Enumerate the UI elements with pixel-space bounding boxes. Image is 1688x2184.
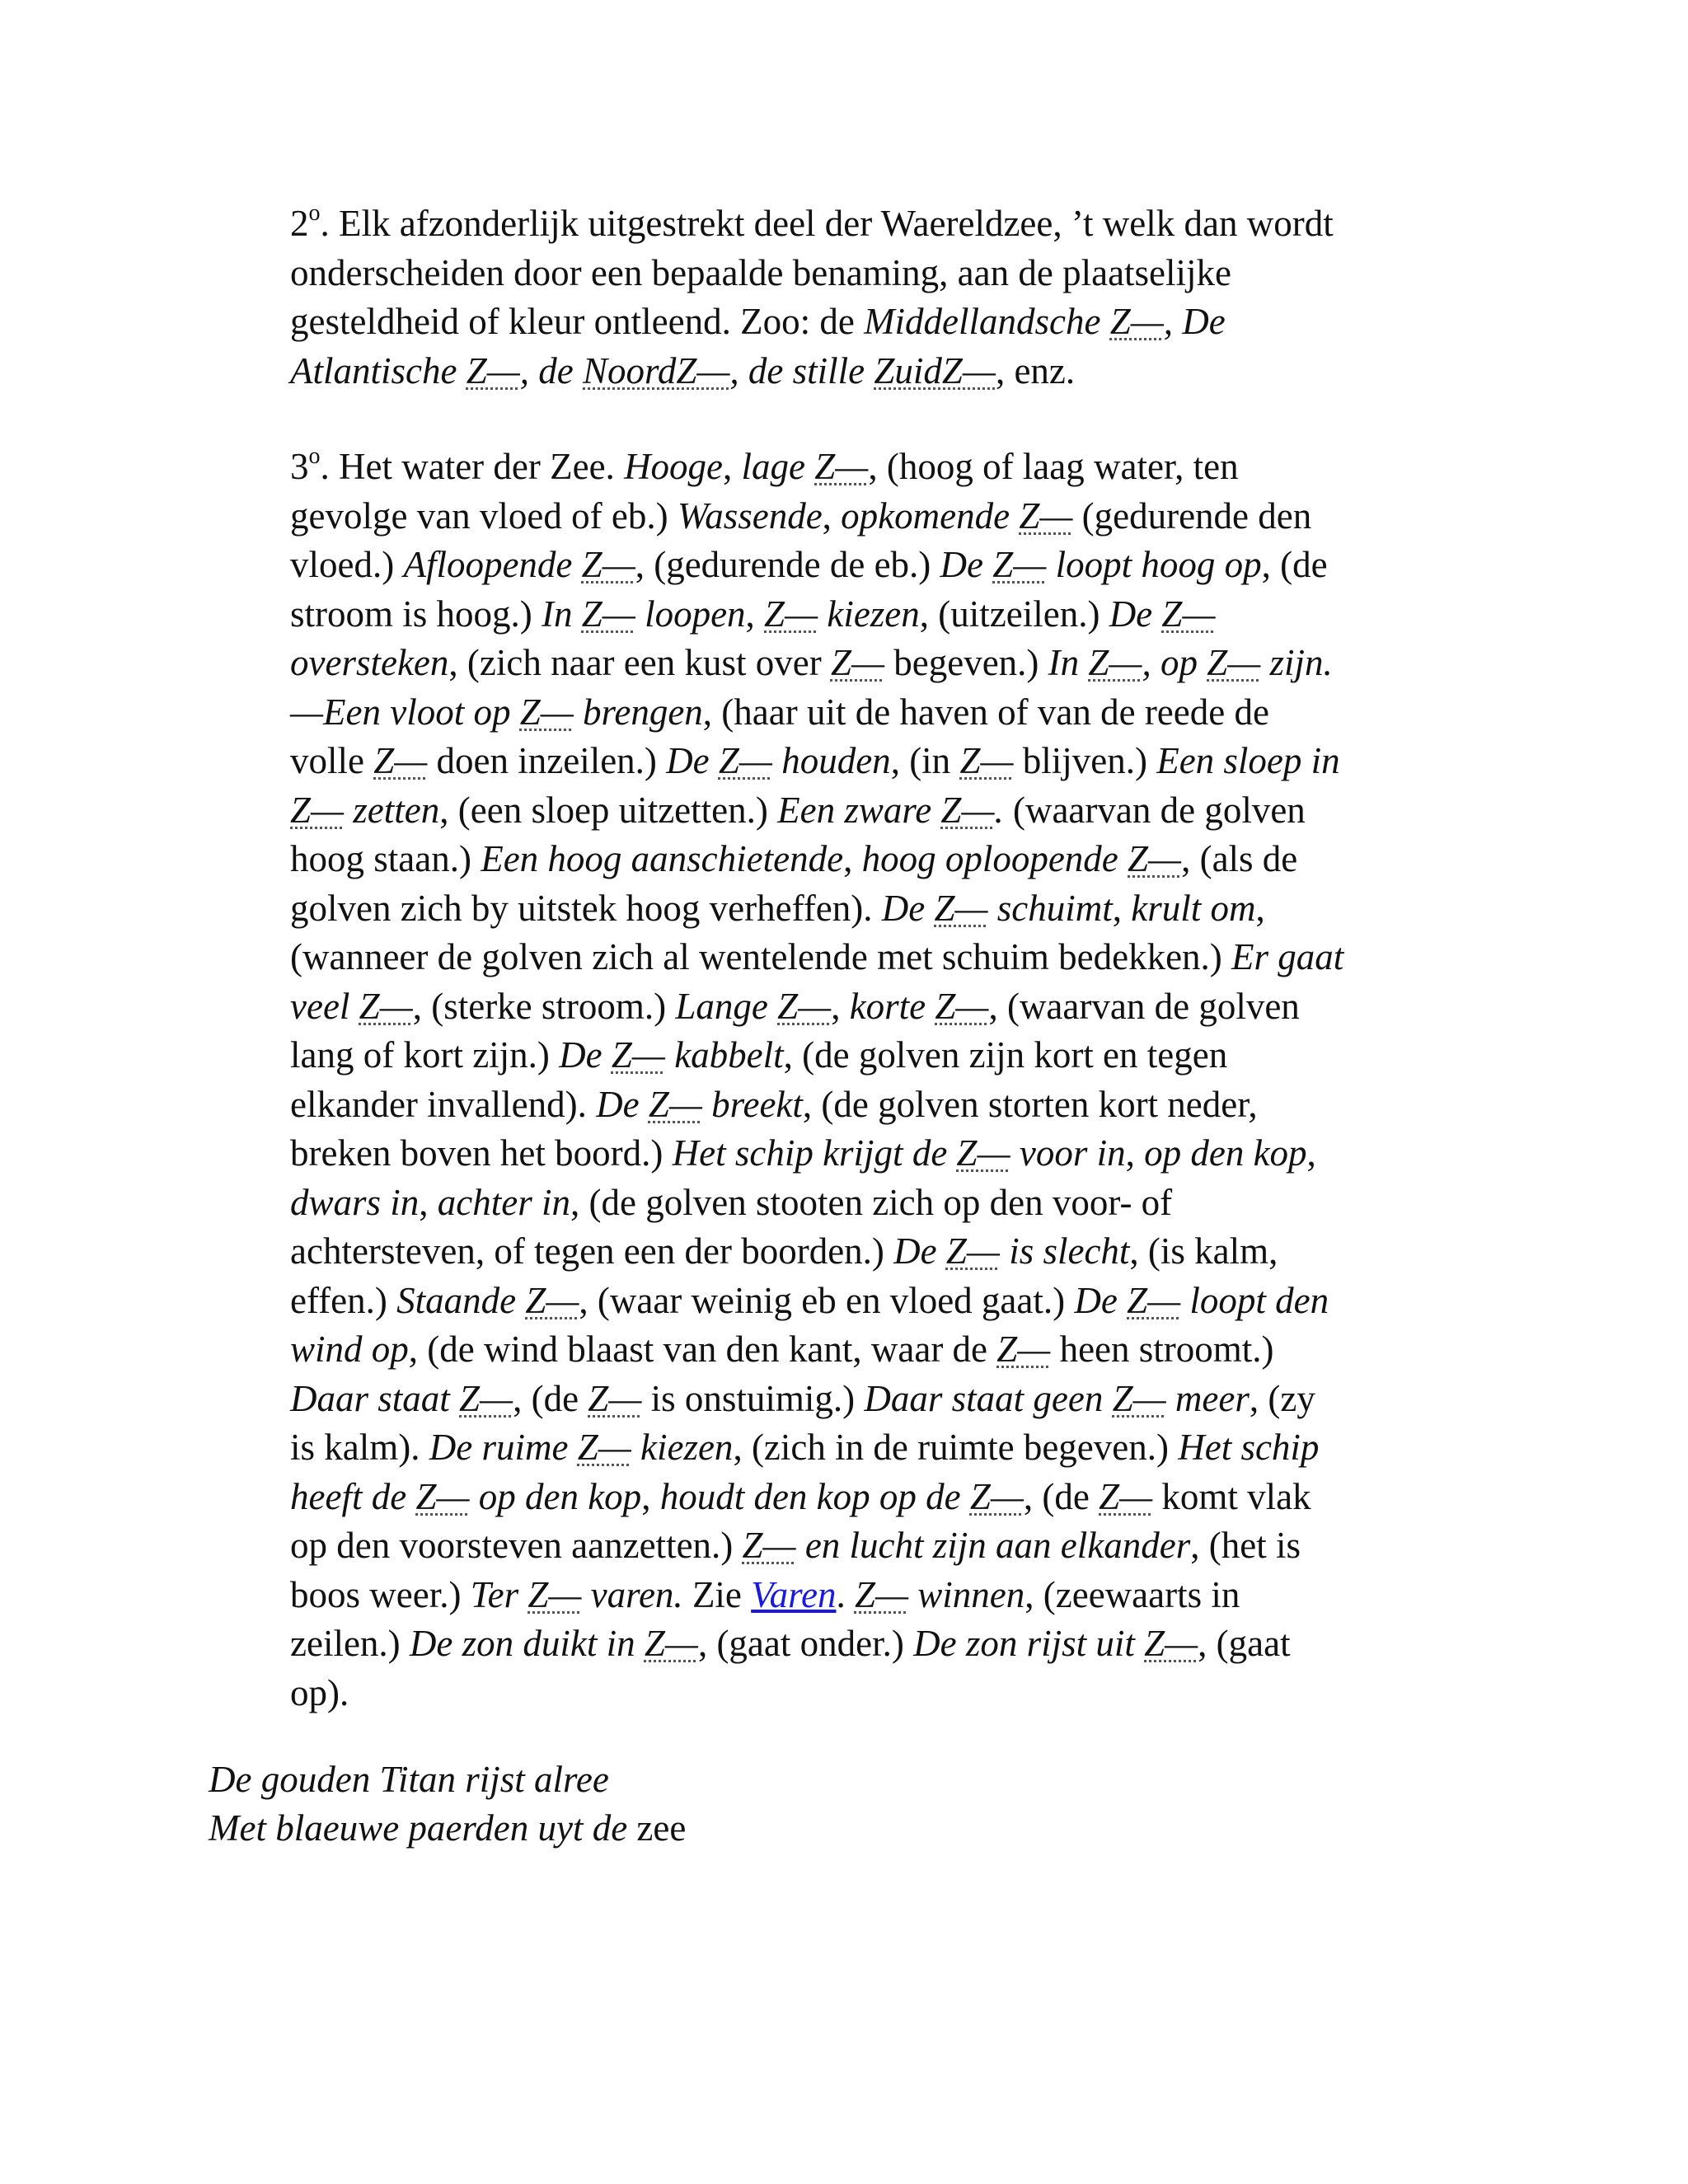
text-segment: In: [1048, 642, 1089, 683]
text-segment: ,: [822, 494, 842, 537]
text-segment: ,: [831, 985, 850, 1027]
text-segment: gevolge van vloed of eb.): [290, 494, 678, 537]
abbreviation-mark: Z—: [581, 544, 635, 585]
text-segment: , (een sloep uitzetten.): [439, 789, 778, 831]
text-segment: , (in: [890, 740, 960, 781]
text-segment: .: [836, 1573, 855, 1615]
text-segment: brengen: [573, 691, 703, 733]
abbreviation-mark: Z—: [1207, 642, 1261, 683]
text-segment: (gedurende den: [1072, 494, 1312, 537]
abbreviation-mark: Z—: [959, 740, 1014, 781]
text-segment: In: [542, 593, 582, 635]
text-line: [290, 1325, 1477, 1375]
abbreviation-mark: Z—: [992, 544, 1047, 585]
text-segment: vloed.): [290, 544, 404, 585]
text-segment: , (sterke stroom.): [412, 985, 676, 1027]
text-line: [290, 1179, 1477, 1228]
abbreviation-mark: Z—: [611, 1034, 665, 1076]
abbreviation-mark: Z—: [466, 349, 520, 391]
text-segment: ,: [843, 838, 862, 879]
ordinal-superscript: o: [308, 200, 321, 226]
text-segment: 3: [290, 446, 309, 487]
abbreviation-mark: Z—: [528, 1573, 582, 1615]
abbreviation-mark: Z—: [1144, 1623, 1198, 1664]
text-segment: volle: [290, 740, 374, 781]
text-segment: , (zich in de ruimte begeven.): [733, 1427, 1179, 1468]
text-segment: lang of kort zijn.): [290, 1034, 560, 1076]
abbreviation-mark: Z—: [718, 740, 772, 781]
text-segment: , (gaat onder.): [697, 1623, 914, 1664]
text-segment: Daar staat: [290, 1377, 460, 1419]
abbreviation-mark: Z—: [415, 1475, 470, 1517]
text-segment: , (hoog of laag water, ten: [868, 446, 1239, 487]
text-segment: Er gaat: [1231, 936, 1344, 977]
text-segment: ,: [1306, 1132, 1316, 1174]
abbreviation-mark: Z—: [644, 1623, 698, 1664]
text-line: [290, 1080, 1477, 1130]
text-segment: voor in: [1010, 1132, 1126, 1174]
text-segment: . Het water der Zee.: [320, 446, 625, 487]
text-segment: ,: [723, 446, 742, 487]
text-segment: loopen: [635, 593, 746, 635]
text-segment: —Een vloot op: [290, 691, 520, 733]
text-line: [290, 786, 1477, 836]
text-segment: , (de: [1261, 544, 1328, 585]
abbreviation-mark: Z—: [854, 1573, 909, 1615]
text-line: [290, 1423, 1477, 1473]
abbreviation-mark: Z—: [519, 691, 574, 733]
text-segment: krult om: [1131, 887, 1256, 929]
text-segment: Een sloep in: [1156, 740, 1340, 781]
text-line: [290, 688, 1477, 738]
text-segment: , (de golven storten kort neder,: [802, 1083, 1258, 1125]
text-segment: gesteldheid of kleur ontleend. Zoo: de: [290, 301, 865, 342]
text-segment: wind op: [290, 1329, 409, 1370]
verse-line-2: [209, 1804, 1362, 1853]
abbreviation-mark: Z—: [969, 1475, 1024, 1517]
text-segment: , (is kalm,: [1129, 1230, 1278, 1272]
text-segment: komt vlak: [1152, 1475, 1311, 1517]
paragraph-3-meaning: [290, 443, 1477, 1718]
text-segment: veel: [290, 985, 359, 1027]
abbreviation-mark: Z—: [945, 1230, 1000, 1272]
text-segment: op den kop: [469, 1475, 642, 1517]
text-segment: Staande: [396, 1279, 526, 1321]
text-line: [290, 298, 1477, 347]
text-line: [290, 541, 1477, 590]
text-segment: achtersteven, of tegen een der boorden.): [290, 1230, 894, 1272]
text-segment: blijven.): [1013, 740, 1157, 781]
text-segment: De zon duikt in: [409, 1623, 645, 1664]
abbreviation-mark: Z—: [777, 985, 832, 1027]
text-segment: breekt: [701, 1083, 803, 1125]
text-segment: golven zich by uitstek hoog verheffen).: [290, 887, 882, 929]
abbreviation-mark: Z—: [1099, 1475, 1153, 1517]
text-segment: De: [1109, 593, 1162, 635]
text-segment: , (gaat: [1198, 1623, 1291, 1664]
text-segment: stroom is hoog.): [290, 593, 542, 635]
text-segment: Lange: [675, 985, 778, 1027]
text-segment: winnen: [908, 1573, 1025, 1615]
text-segment: kiezen: [818, 593, 920, 635]
text-segment: elkander invallend).: [290, 1083, 597, 1125]
abbreviation-mark: ZuidZ—: [874, 349, 996, 391]
text-segment: is kalm).: [290, 1427, 429, 1468]
verse-line-1: De gouden Titan rijst alree: [209, 1759, 609, 1800]
text-segment: De: [559, 1034, 612, 1076]
text-segment: lage: [741, 446, 815, 487]
abbreviation-mark: Z—: [290, 789, 345, 831]
text-segment: kabbelt: [664, 1034, 784, 1076]
abbreviation-mark: Z—: [935, 985, 989, 1027]
text-segment: opkomende: [841, 494, 1020, 537]
abbreviation-mark: Z—: [742, 1525, 796, 1566]
text-segment: kiezen: [631, 1427, 734, 1468]
text-segment: Atlantische: [290, 349, 467, 391]
text-segment: , (zich naar een kust over: [448, 642, 831, 683]
text-segment: achter in: [437, 1181, 571, 1223]
text-segment: effen.): [290, 1279, 397, 1321]
text-segment: ,: [745, 593, 765, 635]
abbreviation-mark: Z—: [814, 446, 869, 487]
text-line: [290, 884, 1477, 934]
abbreviation-mark: Z—: [1161, 593, 1216, 635]
text-segment: Hooge: [624, 446, 724, 487]
text-segment: Een zware: [777, 789, 941, 831]
text-segment: houdt den kop op de: [659, 1475, 970, 1517]
abbreviation-mark: Z—: [996, 1329, 1051, 1370]
text-segment: ,: [641, 1475, 660, 1517]
text-segment: De: [666, 740, 719, 781]
text-segment: De: [1074, 1279, 1128, 1321]
text-segment: , op: [1142, 642, 1207, 683]
text-line: [290, 835, 1477, 884]
text-segment: Daar staat geen: [864, 1377, 1113, 1419]
abbreviation-mark: Z—: [956, 1132, 1010, 1174]
text-segment: De: [881, 887, 935, 929]
text-line: [290, 1227, 1477, 1277]
abbreviation-mark: Z—: [934, 887, 988, 929]
text-line: [290, 1619, 1477, 1669]
text-line: [290, 1277, 1477, 1326]
text-segment: , (de: [1023, 1475, 1100, 1517]
text-segment: Ter: [470, 1573, 528, 1615]
text-segment: boos weer.): [290, 1573, 471, 1615]
text-segment: , de stille: [729, 349, 874, 391]
text-line: [290, 1375, 1477, 1424]
text-segment: op den voorsteven aanzetten.): [290, 1525, 743, 1566]
text-line: [290, 492, 1477, 541]
text-segment: ,: [1112, 887, 1132, 929]
abbreviation-mark: NoordZ—: [583, 349, 730, 391]
verse-line-2-upright: zee: [636, 1807, 687, 1849]
text-segment: onderscheiden door een bepaalde benaming, aan de plaatselijke: [290, 251, 1232, 293]
text-segment: , (gedurende de eb.): [635, 544, 940, 585]
text-segment: is onstuimig.): [641, 1377, 865, 1419]
text-segment: breken boven het boord.): [290, 1132, 673, 1174]
text-segment: op den kop: [1144, 1132, 1307, 1174]
abbreviation-mark: Z—: [1112, 1377, 1166, 1419]
text-segment: , (de wind blaast van den kant, waar de: [408, 1329, 997, 1370]
text-line: [290, 199, 1477, 249]
text-segment: , (de golven stooten zich op den voor- of: [570, 1181, 1173, 1223]
text-segment: houden: [771, 740, 891, 781]
text-segment: .: [994, 789, 1004, 831]
text-segment: , (de golven zijn kort en tegen: [783, 1034, 1228, 1076]
text-segment: zijn.: [1260, 642, 1333, 683]
text-line: [290, 639, 1477, 688]
abbreviation-mark: Z—: [830, 642, 884, 683]
text-segment: De zon rijst uit: [913, 1623, 1145, 1664]
text-segment: Een hoog aanschietende: [481, 838, 844, 879]
text-segment: Zie: [682, 1573, 752, 1615]
cross-reference-link[interactable]: Varen: [751, 1573, 837, 1615]
abbreviation-mark: Z—: [940, 789, 995, 831]
abbreviation-mark: Z—: [764, 593, 818, 635]
abbreviation-mark: Z—: [459, 1377, 513, 1419]
abbreviation-mark: Z—: [1127, 1279, 1181, 1321]
abbreviation-mark: Z—: [1128, 838, 1182, 879]
text-segment: ,: [1255, 887, 1265, 929]
text-segment: ,: [419, 1181, 438, 1223]
text-segment: (wanneer de golven zich al wentelende met schuim bedekken.): [290, 936, 1232, 977]
text-line: [290, 347, 1477, 396]
text-segment: schuimt: [987, 887, 1113, 929]
text-segment: zeilen.): [290, 1623, 410, 1664]
text-segment: De: [893, 1230, 946, 1272]
text-segment: , (het is: [1190, 1525, 1301, 1566]
text-segment: , (haar uit de haven of van de reede de: [702, 691, 1269, 733]
verse-line-2-italic: Met blaeuwe paerden uyt de: [209, 1807, 637, 1849]
abbreviation-mark: Z—: [577, 1427, 631, 1468]
text-line: [290, 443, 1477, 492]
text-segment: , (uitzeilen.): [919, 593, 1109, 635]
abbreviation-mark: Z—: [359, 985, 413, 1027]
text-segment: Afloopende: [403, 544, 582, 585]
text-segment: , (de: [513, 1377, 588, 1419]
text-line: [290, 1571, 1477, 1620]
text-segment: doen inzeilen.): [427, 740, 667, 781]
text-line: [290, 1521, 1477, 1571]
text-line: [290, 1031, 1477, 1080]
text-segment: zetten: [344, 789, 440, 831]
text-segment: Het schip krijgt de: [672, 1132, 957, 1174]
text-segment: . Elk afzonderlijk uitgestrekt deel der Waereldzee, ’t welk dan wordt: [320, 203, 1334, 244]
text-segment: korte: [849, 985, 935, 1027]
text-segment: is slecht: [999, 1230, 1130, 1272]
text-segment: en lucht zijn aan elkander: [795, 1525, 1191, 1566]
text-segment: , (zeewaarts in: [1025, 1573, 1240, 1615]
text-segment: De ruime: [429, 1427, 578, 1468]
text-segment: , de: [519, 349, 583, 391]
text-segment: hoog oploopende: [861, 838, 1128, 879]
abbreviation-mark: Z—: [525, 1279, 579, 1321]
text-segment: loopt den: [1180, 1279, 1329, 1321]
text-segment: dwars in: [290, 1181, 420, 1223]
text-segment: heeft de: [290, 1475, 416, 1517]
text-segment: Het schip: [1178, 1427, 1320, 1468]
ordinal-superscript: o: [308, 443, 321, 469]
text-segment: op).: [290, 1671, 349, 1713]
text-line: [290, 1473, 1477, 1522]
text-segment: , De: [1163, 301, 1226, 342]
paragraph-2-meaning: [290, 199, 1477, 396]
text-segment: , (waar weinig eb en vloed gaat.): [579, 1279, 1075, 1321]
text-segment: oversteken: [290, 642, 449, 683]
text-segment: Middellandsche: [864, 301, 1110, 342]
text-segment: ,: [1125, 1132, 1145, 1174]
verse-quote: [209, 1755, 1362, 1853]
text-segment: heen stroomt.): [1050, 1329, 1274, 1370]
text-segment: loopt hoog op: [1046, 544, 1262, 585]
text-segment: , (waarvan de golven: [988, 985, 1300, 1027]
text-segment: (waarvan de golven: [1003, 789, 1306, 831]
text-segment: Wassende: [677, 494, 823, 537]
text-line: [290, 249, 1477, 298]
text-line: [290, 590, 1477, 640]
text-segment: , (zy: [1249, 1377, 1315, 1419]
text-segment: begeven.): [884, 642, 1048, 683]
text-line: [290, 1129, 1477, 1179]
abbreviation-mark: Z—: [648, 1083, 702, 1125]
text-line: [290, 737, 1477, 786]
abbreviation-mark: Z—: [373, 740, 428, 781]
abbreviation-mark: Z—: [1088, 642, 1142, 683]
text-segment: , (als de: [1181, 838, 1298, 879]
text-line: [290, 1669, 1477, 1718]
text-segment: meer: [1165, 1377, 1250, 1419]
text-segment: De: [940, 544, 993, 585]
text-segment: 2: [290, 203, 309, 244]
text-segment: , enz.: [995, 349, 1076, 391]
text-segment: hoog staan.): [290, 838, 481, 879]
abbreviation-mark: Z—: [1019, 494, 1073, 537]
abbreviation-mark: Z—: [588, 1377, 642, 1419]
abbreviation-mark: Z—: [581, 593, 635, 635]
abbreviation-mark: Z—: [1109, 301, 1164, 342]
text-segment: varen.: [581, 1573, 683, 1615]
text-segment: De: [596, 1083, 649, 1125]
text-line: [290, 933, 1477, 982]
text-line: [290, 982, 1477, 1032]
